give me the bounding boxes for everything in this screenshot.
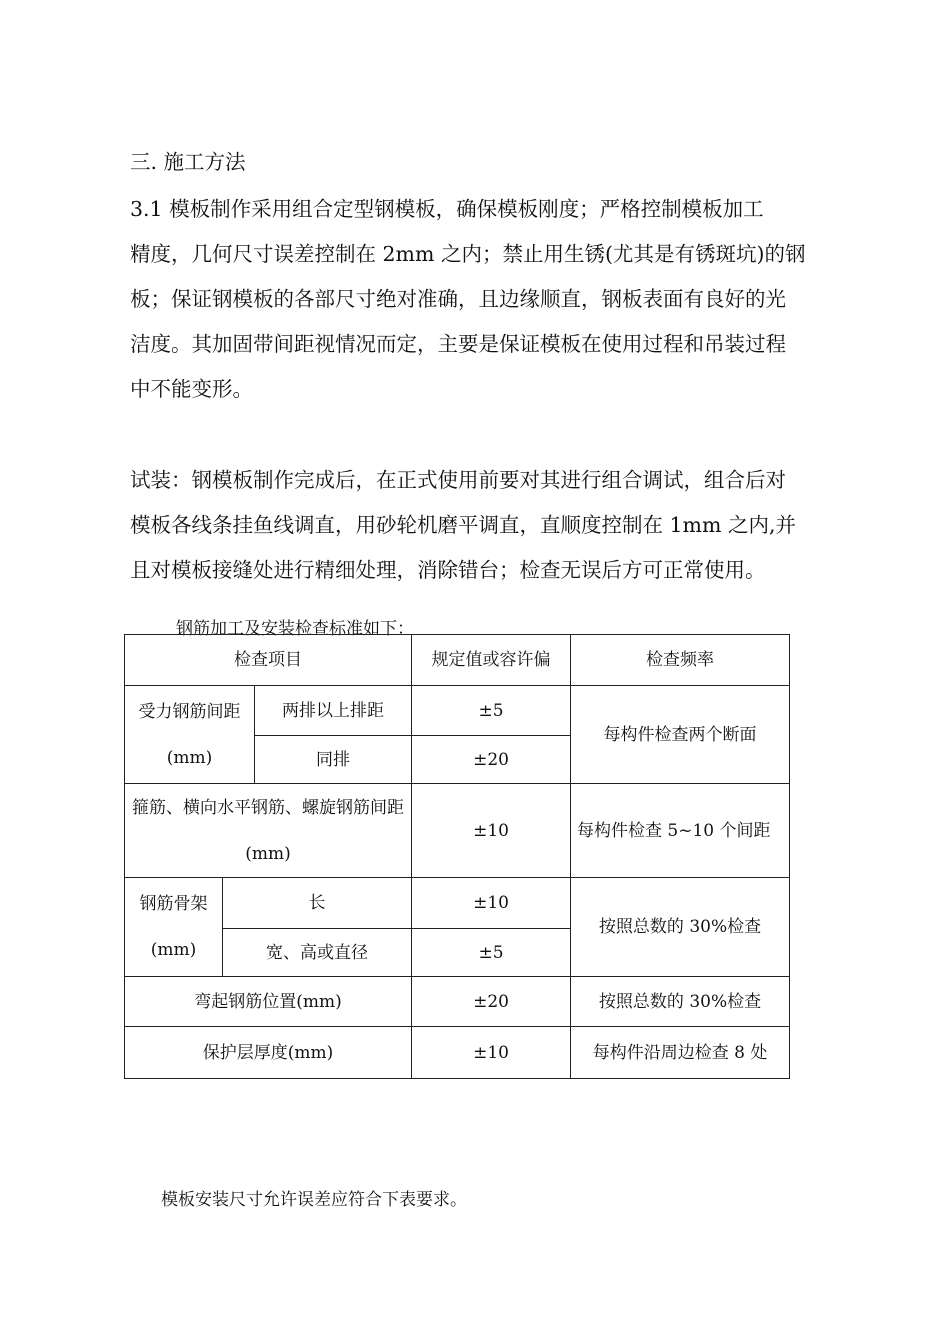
table-row <box>125 1027 790 1079</box>
row-frequency: 每构件检查两个断面 <box>571 686 790 784</box>
row-value: ±20 <box>412 977 571 1027</box>
row-value: ±20 <box>412 736 571 784</box>
group-cage: 钢筋骨架(mm) <box>125 878 223 977</box>
row-value: ±5 <box>412 686 571 736</box>
row-value: ±10 <box>412 1027 571 1079</box>
text-line: 模板各线条挂鱼线调直，用砂轮机磨平调直，直顺度控制在 1mm 之内,并 <box>130 513 796 537</box>
row-item: 箍筋、横向水平钢筋、螺旋钢筋间距(mm) <box>125 784 412 878</box>
row-frequency: 每构件沿周边检查 8 处 <box>571 1027 790 1079</box>
text-line: 试装：钢模板制作完成后，在正式使用前要对其进行组合调试，组合后对 <box>130 468 786 492</box>
row-value: ±5 <box>412 929 571 977</box>
text-line: 精度，几何尺寸误差控制在 2mm 之内；禁止用生锈(尤其是有锈斑坑)的钢 <box>130 242 806 266</box>
table-row <box>125 977 790 1027</box>
group-spacing: 受力钢筋间距(mm) <box>125 686 255 784</box>
text-line: 3.1 模板制作采用组合定型钢模板，确保模板刚度；严格控制模板加工 <box>130 197 764 221</box>
text-line: 洁度。其加固带间距视情况而定，主要是保证模板在使用过程和吊装过程 <box>130 332 786 356</box>
row-value: ±10 <box>412 784 571 878</box>
row-item: 同排 <box>255 736 412 784</box>
table-row <box>125 686 790 736</box>
header-item: 检查项目 <box>125 635 412 686</box>
text-line: 板；保证钢模板的各部尺寸绝对准确，且边缘顺直，钢板表面有良好的光 <box>130 287 786 311</box>
row-item: 长 <box>223 878 412 929</box>
rebar-inspection-table <box>124 634 790 1079</box>
text-line: 且对模板接缝处进行精细处理，消除错台；检查无误后方可正常使用。 <box>130 558 766 582</box>
row-item: 弯起钢筋位置(mm) <box>125 977 412 1027</box>
table-caption: 钢筋加工及安装检查标准如下： <box>176 619 414 639</box>
row-frequency: 每构件检查 5~10 个间距 <box>571 784 790 878</box>
row-frequency: 按照总数的 30%检查 <box>571 878 790 977</box>
paragraph-template-fabrication <box>130 187 850 412</box>
header-value: 规定值或容许偏 <box>412 635 571 686</box>
paragraph-trial-assembly <box>130 458 850 593</box>
table-row <box>125 784 790 878</box>
row-item: 两排以上排距 <box>255 686 412 736</box>
table-header-row <box>125 635 790 686</box>
row-frequency: 按照总数的 30%检查 <box>571 977 790 1027</box>
row-value: ±10 <box>412 878 571 929</box>
row-item: 保护层厚度(mm) <box>125 1027 412 1079</box>
row-item: 宽、高或直径 <box>223 929 412 977</box>
section-heading: 三. 施工方法 <box>130 150 246 174</box>
table-note: 模板安装尺寸允许误差应符合下表要求。 <box>161 1190 467 1210</box>
header-frequency: 检查频率 <box>571 635 790 686</box>
text-line: 中不能变形。 <box>130 377 253 401</box>
table-row <box>125 878 790 929</box>
